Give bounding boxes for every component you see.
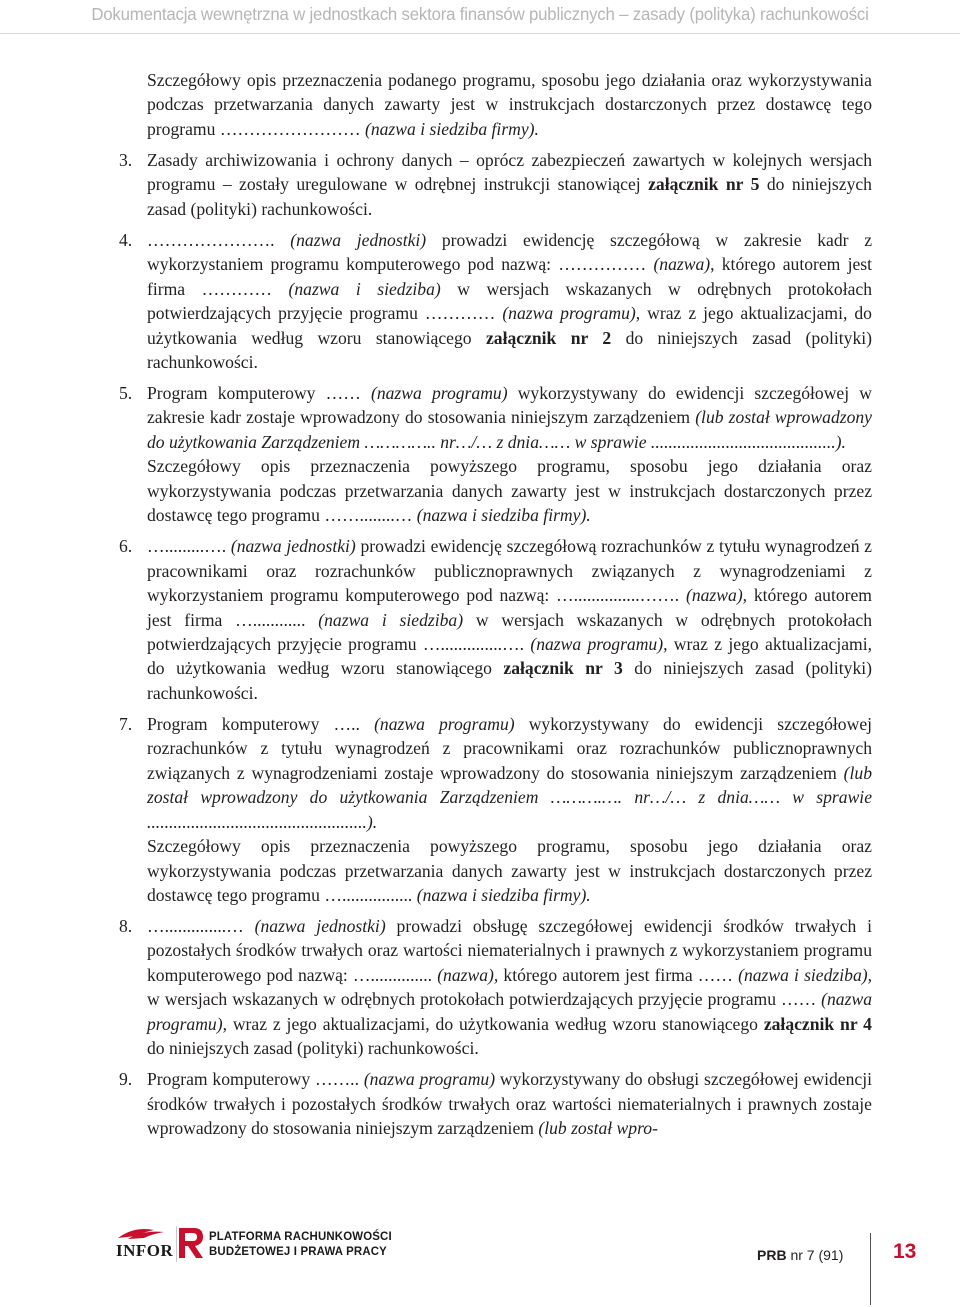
- list-number: 3.: [119, 149, 133, 170]
- running-header: Dokumentacja wewnętrzna w jednostkach sektora finansów publicznych – zasady (polityka) rachunkowości: [91, 4, 869, 24]
- list-item-4: 4. …………………. (nazwa jednostki) prowadzi ewidencję szczegółową w zakresie kadr z wykorzystaniem programu komputerowego pod nazwą: …………… (nazwa), którego autorem jest firma ………… (nazwa i siedziba) w wersjach wskazanych w odrębnych protokołach potwierdzających przyjęcie programu ………… (nazwa programu), wraz z jego aktualizacjami, do użytkowania według wzoru stanowiącego załącznik nr 2 do niniejszych zasad (polityki) rachunkowości.: [119, 229, 873, 372]
- infor-wing-icon: [114, 1222, 176, 1242]
- list-number: 7.: [119, 713, 133, 734]
- issue-label: PRB nr 7 (91): [757, 1247, 844, 1263]
- platform-r-logo-icon: [176, 1224, 206, 1262]
- list-number: 8.: [119, 915, 133, 936]
- footer-divider: [870, 1233, 871, 1305]
- list-number: 4.: [119, 229, 133, 250]
- list-item-7: 7. Program komputerowy ….. (nazwa programu) wykorzystywany do ewidencji szczegółowej rozrachunków z tytułu wynagrodzeń z pracownikami oraz rozrachunków publicznoprawnych związanych z wynagrodzeniami zostaje wprowadzony do stosowania niniejszym zarządzeniem (lub został wprowadzony do użytkowania Zarządzeniem ……….…. nr…/… z dnia…… w sprawie ..................................................). Szczegółowy opis przeznaczenia powyższego programu, sposobu jego działania oraz wykorzystywania podczas przetwarzania danych zawarty jest w instrukcjach dostarczonych przez dostawcę tego programu …................ (nazwa i siedziba firmy).: [119, 713, 873, 905]
- list-item-6: 6. ….........…. (nazwa jednostki) prowadzi ewidencję szczegółową rozrachunków z tytułu wynagrodzeń z pracownikami oraz rozrachunków publicznoprawnych związanych z wynagrodzeniami z wykorzystaniem programu komputerowego pod nazwą: …...............……. (nazwa), którego autorem jest firma …............ (nazwa i siedziba) w wersjach wskazanych w odrębnych protokołach potwierdzających przyjęcie programu …..............…. (nazwa programu), wraz z jego aktualizacjami, do użytkowania według wzoru stanowiącego załącznik nr 3 do niniejszych zasad (polityki) rachunkowości.: [119, 536, 873, 703]
- list-item-8: 8. …..............… (nazwa jednostki) prowadzi obsługę szczegółowej ewidencji środków trwałych i pozostałych środków trwałych oraz wartości niematerialnych i prawnych z wykorzystaniem programu komputerowego pod nazwą: ….............. (nazwa), którego autorem jest firma …… (nazwa i siedziba), w wersjach wskazanych w odrębnych protokołach potwierdzających przyjęcie programu …… (nazwa programu), wraz z jego aktualizacjami, do użytkowania według wzoru stanowiącego załącznik nr 4 do niniejszych zasad (polityki) rachunkowości.: [119, 915, 872, 1059]
- intro-paragraph: Szczegółowy opis przeznaczenia podanego programu, sposobu jego działania oraz wykorzystywania podczas przetwarzania danych zawarty jest w instrukcjach dostarczonych przez dostawcę tego programu …………………… (nazwa i siedziba firmy).: [147, 70, 872, 139]
- list-number: 5.: [119, 382, 133, 403]
- list-item-5: 5. Program komputerowy …… (nazwa programu) wykorzystywany do ewidencji szczegółowej w zakresie kadr zostaje wprowadzony do stosowania niniejszym zarządzeniem (lub został wprowadzony do użytkowania Zarządzeniem ………….. nr…/… z dnia…… w sprawie ..........................................). Szczegółowy opis przeznaczenia powyższego programu, sposobu jego działania oraz wykorzystywania podczas przetwarzania danych zawarty jest w instrukcjach dostarczonych przez dostawcę tego programu ……........… (nazwa i siedziba firmy).: [119, 382, 872, 526]
- document-body: [119, 68, 873, 1141]
- platform-name: PLATFORMA RACHUNKOWOŚCI BUDŻETOWEJ I PRAWA PRACY: [209, 1229, 392, 1258]
- page-number: 13: [893, 1240, 917, 1263]
- list-number: 6.: [119, 536, 133, 557]
- list-item-3: 3. Zasady archiwizowania i ochrony danych – oprócz zabezpieczeń zawartych w kolejnych wersjach programu – zostały uregulowane w odrębnej instrukcji stanowiącej załącznik nr 5 do niniejszych zasad (polityki) rachunkowości.: [119, 149, 872, 219]
- list-item-9: 9. Program komputerowy …….. (nazwa programu) wykorzystywany do obsługi szczegółowej ewidencji środków trwałych i pozostałych środków trwałych oraz wartości niematerialnych i prawnych zostaje wprowadzony do stosowania niniejszym zarządzeniem (lub został wpro-: [119, 1069, 873, 1139]
- infor-logo: INFOR: [116, 1241, 174, 1260]
- header-divider: [0, 33, 960, 34]
- list-number: 9.: [119, 1069, 133, 1090]
